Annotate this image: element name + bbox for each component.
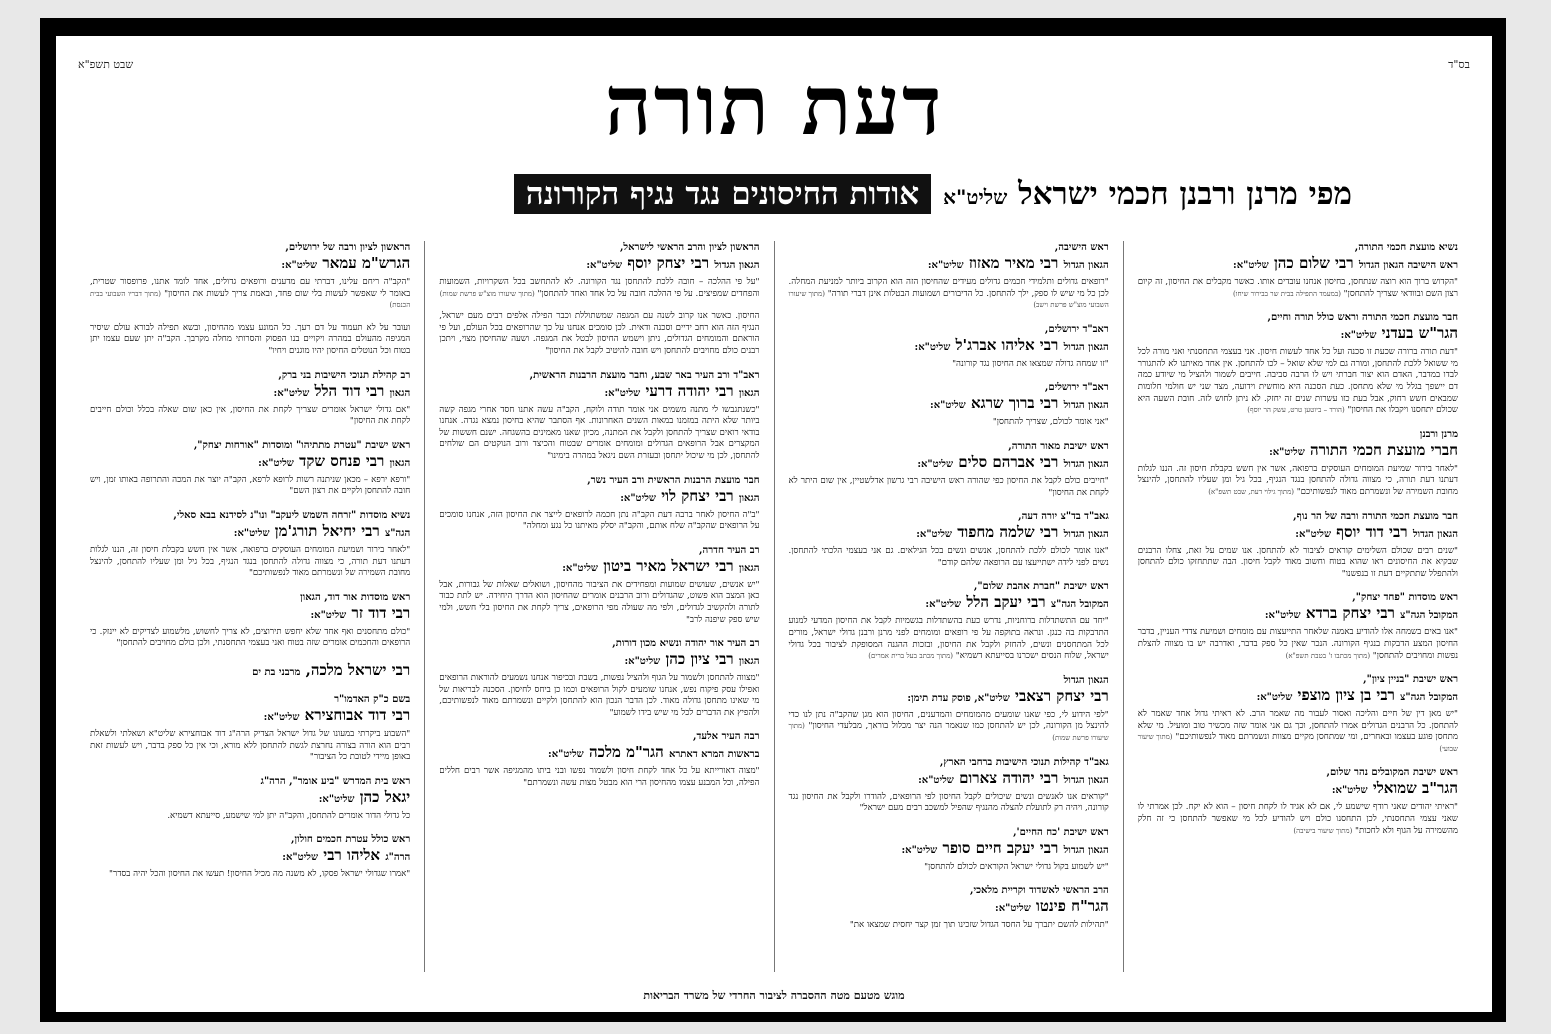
rabbi-name: רבי ישראל מאיר ביטון: [603, 556, 734, 575]
rabbi-suffix: שליט"א:: [918, 774, 954, 786]
statement-quote: [789, 546, 1109, 569]
rabbi-statement: [1138, 428, 1458, 499]
rabbi-statement: [789, 323, 1109, 371]
rabbi-statement: [789, 756, 1109, 815]
rabbi-suffix: שליט"א:: [1256, 692, 1293, 704]
rabbi-name: הגר"ש בעדני: [1381, 324, 1458, 343]
quote-text: "אנו באים בשמחה אלו להודיע באמנה שלאחר התייעצות עם מומחים ושמיעת צדדי העניין, בדבר החיסון המצע הדבקות בנגיף הקורונה. הנכר שאין כל ספק בדבר, ואדרבה יש בו מצווה להצלת נפשות ומחויבים להתחסן": [1137, 627, 1458, 661]
rabbi-statement: [90, 439, 410, 498]
rabbi-name: רבי פנחס שקד: [299, 451, 385, 470]
quote-text: "יש מאן דין של חיים והליכה ואסור לעבור מה שאמר הרב. לא ראיתי גדול אחד שאמר לא להתחסן. כל הרבנים הגדולים אמרו להתחסן, וכך גם אני אומר שזה מכשיר טוב ומועיל. מי שלא מתחסן פוגע בעצמו ובאחרים, ומי שמתחסן מקיים מצוות ונשמרתם מאוד לנפשותיכם": [1137, 709, 1459, 743]
quote-text: "רופאים גדולים ותלמידי חכמים גדולים מעידים שהחיסון הזה הוא הקרוב ביותר למניעת המחלה. לכן כל מי שיש לו ספק, ילך להתחסן. כל הדיבורים ושמועות הבטלות אינן דברי תורה": [788, 277, 1109, 299]
rabbi-statement: [1138, 673, 1458, 755]
rabbi-statement: [1138, 510, 1458, 581]
rabbi-title: ראש ישיבת מאור התורה,: [1008, 440, 1109, 452]
quote-text: "לפי הידוע לי, כפי שאנו שומעים מהמומחים והמדענים, החיסון הוא מגן שהקב"ה נתן לנו כדי להינצל מן הקורונה, לכן יש להתחסן כמו שנאמר הנה יצר מכלול בוראך, מבלעדי החיסון": [788, 709, 1109, 732]
rabbi-title: הרב הראשי לאשדוד וקריית מלאכי,: [970, 885, 1109, 897]
statement-quote: [90, 277, 410, 312]
quote-text: "לאחר בירור ושמיעת המומחים העוסקים ברפואה, אשר אין חשש בקבלת חיסון זה, הננו לגלות דעתנו דעת תורה, כי מצווה גדולה להתחסן בנגד הנגיף, בכל גיל ומן שעליו להתחסן, להינצל מחובת השמירה של ונשמרתם מאוד לנפשותיכם": [90, 544, 411, 579]
statement-quote: [789, 476, 1109, 499]
quote-text: "כשנתגבשו לי מתנה משמים אני אומר תודה ולוקח, הקב"ה עשה אתנו חסד אחרי מגפה קשה ביותר שלא היתה במזמנו במאות השנים האחרונות. אף הסתבר שהיא בחיסון נמצא נגדה. אנחנו בודאי רואים שצריך להתחסן ולקבל את המתנה, מכיון שאנו מאמינים בהשגחה. ישנם חששות של המקצרים אבל הרופאים הגדולים ומומחים אומרים שבטוח והכיצד ורוב הנוקטים הם שולחים להתחסן, לכן מי שיכול יתחסן ובעזרת השם ניגאל במהרה בימינו": [439, 404, 760, 461]
quote-text: "ב"ה החיסון לאחר ברבה דעת הקב"ה נתן חכמה לרופאים לייצר את החיסון הזה, אנחנו סומכים על הרופאים שהקב"ה שלח אותם, והקב"ה יסלק מאיתנו כל נגע ומחלה": [439, 509, 760, 532]
rabbi-statement: [439, 544, 759, 626]
quote-text: "קוראים אנו לאנשים ונשים שיכולים לקבל החיסון לפי הרופאים, להודרו ולקבל את החיסון נגד קורונה, ויהיה רק לתועלת להצלה מהנגיף שהפיל למשכב רבים מעם ישראל": [788, 791, 1109, 814]
statement-quote: [439, 673, 759, 719]
rabbi-suffix: שליט"א:: [916, 529, 952, 541]
rabbi-honorific: הרה"ג: [385, 852, 411, 864]
statement-quote: [1138, 464, 1458, 499]
rabbi-suffix: שליט"א:: [1340, 330, 1377, 342]
statement-quote: [439, 580, 759, 626]
quote-text: "הקב"ה ריחם עלינו, דברתי עם מדענים ורופאים גדולים, אחד לומד אתנו, פרופסור שטרית, באומר לי שאפשר לעשות בלי שום פחד, ובאמת צריך לעשות את החיסון": [90, 277, 411, 299]
rabbi-honorific: המקובל הגה"צ: [1050, 599, 1109, 611]
rabbi-honorific: המקובל הגה"צ: [1400, 692, 1458, 704]
rabbi-name-line: [90, 604, 410, 625]
rabbi-name-line: [1138, 254, 1458, 275]
quote-text: "הקדוש ברוך הוא רוצה שנתחסן, בחיסון אנחנו עובדים אותו. כאשר מקבלים את החיסון, זה קיום רצון השם ובוודאי שצריך להתחסן": [1137, 277, 1458, 299]
rabbi-title: מרנן ורבנן: [1419, 428, 1458, 440]
statement-quote: [789, 710, 1109, 745]
rabbi-name: רבי ברוך שרגא: [970, 394, 1059, 413]
rabbi-honorific: בראשות המרא דאתרא: [668, 749, 760, 761]
quote-text: "זו שמחה גדולה שמצאו את החיסון נגד קורונה": [952, 358, 1109, 369]
rabbi-suffix: שליט"א:: [282, 852, 319, 864]
rabbi-title: בשם כ"ק האדמו"ר: [334, 693, 411, 705]
quote-source: (מתוך גילוי דעת, שבט תשפ"א): [1208, 487, 1294, 496]
rabbi-name: רבי יצחק ברדא: [1305, 604, 1395, 623]
rabbi-name-line: [439, 382, 759, 403]
statement-quote: [1138, 802, 1458, 837]
rabbi-suffix: שליט"א:: [927, 260, 964, 271]
quote-text: "חייבים כולם לקבל את החיסון כפי שהורה ראש הישיבה רבי גרשון אדלשטיין, אין שום היתר לא לקחת את החיסון": [788, 475, 1109, 498]
rabbi-name-line: [789, 839, 1109, 860]
rabbi-name: אליהו רבי: [323, 846, 381, 865]
rabbi-name: רבי אליהו אברג'ל: [955, 335, 1059, 354]
rabbi-statement: [90, 323, 410, 358]
quote-text: "ורפא ירפא – מכאן שניתנה רשות לרופא לרפא, הקב"ה יוצר את המכה והתרופה באותו זמן, ויש חובה להתחסן ולקיים את רצון השם": [90, 474, 411, 497]
rabbi-honorific: המקובל הגה"צ: [1400, 610, 1458, 622]
rabbi-name-line: [90, 254, 410, 275]
statement-quote: [90, 811, 410, 823]
statement-quote: [439, 766, 759, 789]
quote-text: "יחד עם התשתדלות ברוחניות, נדרש כעת בהשתדלות בגשמיות לקבל את החיסון המדעי למנוע התדבקות בה כנגן. ונראה בתוקפה על פי רופאים ומומחים לפני מרנן ורבנן גדולי ישראל, מורים לכל המתחסנים ונשים, להחזק ולקבל את החיסון, ובזכות ההגנה המסופקת לציבור בכל גדולי ישראל, שלוח הנסים ישכרנו בסייעתא דשמיא": [788, 616, 1109, 662]
quote-text: "כולם מתחסנים ואף אחד שלא יחפש תירוצים, לא צריך לחשוש, מלשמוע לצדיקים לא יינזק. כי הרופאים והחכמים אומרים שזה בטוח ואני בעצמי התחסנתי, ולכן כולם מחויבים להתחסן": [90, 626, 411, 649]
quote-text: ועובר על לא תעמוד על דם רעך. כל המונע עצמו מהחיסון, ובשא תפילה לבורא עולם שיסיר המגיפה מהעולם במהרה ויקויים בנו הפסוק והסרותי מחלה מקרבך. הקב"ה יתן שעם עצמו יתן בטוח וכל הנוטלים החיסון יהיו מוגנים ויחיו": [90, 322, 411, 356]
rabbi-name: רבי יחיאל תורג'מן: [274, 521, 380, 540]
rabbi-honorific: הגאון: [389, 387, 411, 399]
rabbi-name: רבי אברהם סלים: [958, 452, 1059, 471]
rabbi-suffix: שליט"א:: [263, 711, 300, 723]
rabbi-name-line: [90, 522, 410, 543]
rabbi-name-line: [789, 254, 1109, 275]
rabbi-name-line: [1138, 686, 1458, 707]
quote-text: "ראיתי יהודים שאני רודף שישמע לי, אם לא אגיד לו לקחת חיסון – הוא לא יקח. לכן אמרתי לו שאני עצמי התחסנתי, לכן התחסנו כולם ויש להודיע לכל מי שאפשר להתחסן כי זה חלק מהשמירה על הגוף ולא לחכות": [1137, 802, 1458, 836]
quote-source: (מתוך שיעורו פרשת שמות): [788, 722, 1109, 742]
statement-quote: [1138, 347, 1458, 417]
rabbi-name-line: [439, 650, 759, 671]
quote-text: "אמרו שגדולי ישראל פסקו, לא משנה מה מכיל החיסון! תעשו את החיסון והכל יהיה בסדר": [109, 869, 411, 880]
rabbi-statement: [1138, 766, 1458, 837]
rabbi-statement: [789, 580, 1109, 662]
rabbi-name: רבי יצחק רצאבי: [1015, 686, 1109, 705]
rabbi-suffix: שליט"א:: [273, 387, 310, 399]
quote-source: (מתוך שיעורו השבועי מוצ"ש פרשת וישב): [788, 289, 1109, 310]
rabbi-suffix: שליט"א:: [310, 609, 347, 621]
rabbi-title: רב העיר חדרה,: [698, 544, 760, 556]
rabbi-name: הגר"מ מלכה: [588, 743, 664, 762]
rabbi-name-line: [90, 452, 410, 473]
quote-text: "השבוע ביקרתי במעונו של גדול ישראל הצדיק הרה"ג דוד אבוחצירא שליט"א ושאלתי ולשאלת רבים הוא הורה בצורה נחרצת לגשת להתחסן ללא מורא, וכי אין כל ספק בדבר, ויש לעשות זאת באופן מיידי לטובת כל הציבור": [90, 728, 411, 763]
rabbi-honorific: הגה"צ: [384, 527, 411, 539]
statement-quote: [90, 545, 410, 580]
rabbi-title: נשיא מוסדות "זרחה השמש ליעקב" ונו"נ לסידנא בבא סאלי,: [173, 509, 411, 521]
rabbi-title: גאב"ד בד"צ יורה דעה,: [1018, 511, 1109, 523]
rabbi-name: רבי ציון כהן: [665, 650, 734, 669]
rabbi-honorific: ראש הישיבה הגאון הגדול: [1358, 260, 1458, 271]
statement-quote: [90, 323, 410, 358]
rabbi-name-line: [789, 523, 1109, 544]
rabbi-title: ראש כולל עטרת חכמים חולון,: [291, 834, 411, 846]
rabbi-statement: [90, 693, 410, 764]
quote-source: (מתוך דבריו השבועי בבית הכנסת): [90, 289, 411, 310]
rabbi-name: רבי בן ציון מוצפי: [1297, 686, 1395, 705]
columns-container: [76, 241, 1472, 972]
rabbi-suffix: שליט"א:: [930, 400, 966, 412]
statement-quote: [439, 311, 759, 357]
statement-quote: [789, 920, 1109, 932]
rabbi-title: הראשון לציון ורבה של ירושלים,: [285, 242, 411, 253]
rabbi-suffix: שליט"א:: [562, 562, 598, 574]
rabbi-name-line: [90, 661, 410, 682]
rabbi-title: גאב"ד קהילות תנוכי הישיבות ברחבי הארץ,: [939, 756, 1109, 768]
statement-quote: [439, 510, 759, 533]
statement-quote: [789, 792, 1109, 815]
rabbi-title: הגאון הגדול: [1063, 674, 1109, 686]
rabbi-suffix: שליט"א:: [917, 458, 954, 470]
rabbi-suffix: שליט"א:: [914, 341, 951, 353]
rabbi-title: חבר מועצת חכמי התורה ורבה של הר נוף,: [1293, 510, 1458, 522]
rabbi-name-line: [90, 706, 410, 727]
rabbi-title: ראש מוסדות אור דוד, הגאון: [300, 591, 411, 603]
rabbi-suffix: שליט"א:: [1331, 785, 1368, 797]
rabbi-name: הגר"ב שמואלי: [1372, 779, 1458, 798]
quote-text: "על פי ההלכה – חובה ללכת להתחסן נגד הקורונה. לא להתחשב בכל השקרויות, השמועות והפחדים שמפיצים. על פי ההלכה חובה על כל אחד ואחד להתחסן": [439, 277, 760, 299]
rabbi-statement: [789, 826, 1109, 874]
rabbi-name-line: [789, 769, 1109, 790]
rabbi-name-line: [789, 453, 1109, 474]
rabbi-name: רבי שלמה מחפוד: [957, 523, 1059, 542]
rabbi-title: ראש מוסדות "פחד יצחק",: [1352, 592, 1458, 604]
rabbi-statement: [789, 510, 1109, 569]
rabbi-name: חברי מועצת חכמי התורה: [1310, 440, 1458, 459]
statement-quote: [90, 475, 410, 498]
rabbi-name: הגר"ח פינטו: [1036, 897, 1109, 916]
rabbi-suffix: שליט"א:: [281, 260, 318, 271]
rabbi-name: רבי יצחק לוי: [661, 486, 734, 505]
quote-text: "דעת תורה ברורה שכעת זו סכנה ועל כל אחד לעשות חיסון. אני בעצמי התחסנתי ואני מורה לכל מי ששואל ללכת להתחסן, ומורה גם למי שלא שואל – לכו להתחסן. אין אחד מאיתנו לא להתגורר לבדו במדבר, האדם הוא יצור חברתי ויש לו הרבה סביבה. חייבים לשמור ולהציל מי שיודע כמה דם יישפך בגלל מי שלא מתחסן. כעת הסכנה היא מוחשית וידועה, מצד שני יש חולמי חלומות שמבאים חשש רחוק, אבל בעת כזו עשרות שנים זה יחזק. לא ניתן לחוש לזה. חובת השעה היא שכולם יתחסנו ויקבלו את החיסון": [1137, 347, 1458, 416]
statement-quote: [789, 616, 1109, 662]
rabbi-suffix: שליט"א:: [925, 599, 962, 611]
rabbi-statement: [439, 637, 759, 719]
rabbi-suffix: שליט"א:: [1269, 446, 1305, 458]
rabbi-name-line: [90, 382, 410, 403]
rabbi-name: רבי דוד יוסף: [1336, 522, 1408, 541]
rabbi-name-line: [1138, 779, 1458, 800]
statement-quote: [439, 405, 759, 463]
quote-text: "שנים רבים שכולם השלימים קוראים לציבור לא להתחסן. אנו שמים על זאת, צחלו הרבנים שבקיא את החיסונים ראו שהוא בטוח וחשוב מאוד לקבל חיסון. הבה שתתחזקו כולם להתחסן ולהתפלל שתתקיים דעת זו בנפשנו": [1137, 545, 1458, 579]
rabbi-suffix: שליט"א:: [1233, 260, 1269, 271]
quote-source: (במעמד התפילה בבית שר בבירור שיחו): [1233, 289, 1341, 298]
rabbi-honorific: הגאון: [738, 492, 760, 504]
newspaper-page: [56, 36, 1492, 1012]
rabbi-title: חבר מועצת הרבנות הראשית ורב העיר נשר,: [587, 474, 760, 486]
quote-text: "אם גדולי ישראל אומרים שצריך לקחת את החיסון, אין כאן שום שאלה בכלל וכולם חייבים לקחת את החיסון": [90, 404, 411, 427]
rabbi-name-line: [1138, 441, 1458, 462]
rabbi-name-line: [439, 487, 759, 508]
quote-text: "אני אומר לכולם, שצריך להתחסן": [992, 417, 1109, 428]
rabbi-honorific: הגאון הגדול: [1063, 774, 1109, 786]
rabbi-suffix: שליט"א:: [995, 903, 1031, 915]
footer-credit: מוגש מטעם מטה ההסברה לציבור החרדי של משרד הבריאות: [643, 989, 905, 1002]
rabbi-title: נשיא מועצת חכמי התורה,: [1354, 242, 1458, 253]
quote-text: כל גדולי הדור אומרים להתחסן, והקב"ה יתן למי שישמע, סייעתא דשמיא.: [167, 810, 411, 821]
rabbi-name-line: [90, 788, 410, 809]
article-column: [774, 241, 1123, 972]
rabbi-statement: [439, 730, 759, 789]
rabbi-statement: [90, 661, 410, 682]
rabbi-suffix: שליט"א:: [548, 749, 584, 761]
rabbi-statement: [1138, 311, 1458, 417]
rabbi-honorific: הגאון הגדול: [1063, 260, 1109, 271]
quote-source: (מתוך שיעור שבועי): [1137, 733, 1458, 753]
rabbi-statement: [439, 311, 759, 357]
rabbi-statement: [90, 369, 410, 428]
rabbi-statement: [90, 509, 410, 580]
rabbi-suffix: מרבני בת ים: [252, 666, 301, 678]
subtitle-suffix: שליט"א: [943, 185, 1008, 209]
rabbi-suffix: שליט"א:: [620, 492, 656, 504]
rabbi-name-line: [789, 897, 1109, 918]
rabbi-suffix: שליט"א:: [1264, 610, 1301, 622]
statement-quote: [1138, 277, 1458, 300]
statement-quote: [789, 277, 1109, 312]
rabbi-suffix: שליט"א, פוסק עדת תימן:: [907, 692, 1010, 704]
rabbi-statement: [439, 474, 759, 533]
rabbi-name-line: [789, 593, 1109, 614]
rabbi-title: ראש הישיבה,: [1054, 242, 1109, 253]
rabbi-name: יגאל כהן: [359, 787, 411, 806]
article-column: [1123, 241, 1472, 972]
quote-source: (מתוך מכתבו ז' בטבת תשפ"א): [1285, 651, 1371, 660]
statement-quote: [1138, 709, 1458, 755]
rabbi-honorific: הגאון: [738, 387, 760, 399]
statement-quote: [90, 729, 410, 764]
article-column: [76, 241, 424, 972]
rabbi-statement: [1138, 241, 1458, 300]
page-title: דעת תורה: [604, 58, 944, 154]
rabbi-honorific: הגאון הגדול: [714, 260, 760, 271]
rabbi-statement: [789, 440, 1109, 499]
rabbi-title: ראש ישיבת 'כח החיים',: [1013, 826, 1109, 838]
rabbi-name-line: [789, 336, 1109, 357]
subtitle-main: מפי מרנן ורבנן חכמי ישראל: [1018, 176, 1352, 212]
statement-quote: [90, 627, 410, 650]
rabbi-name: רבי יהודה צארום: [959, 768, 1059, 787]
rabbi-title: ראש ישיבת "עטרת מתתיהו" ומוסדות "אורחות יצחק",: [193, 439, 411, 451]
statement-quote: [90, 869, 410, 881]
article-column: [424, 241, 773, 972]
rabbi-statement: [90, 833, 410, 881]
statement-quote: [1138, 546, 1458, 581]
statement-quote: [90, 405, 410, 428]
rabbi-name-line: [1138, 523, 1458, 544]
rabbi-name-line: [789, 394, 1109, 415]
subtitle-banner: אודות החיסונים נגד נגיף הקורונה: [514, 174, 931, 214]
rabbi-name: רבי שלום כהן: [1273, 254, 1354, 272]
quote-text: "יש אנשים, שעושים שמועות ומפחידים את הציבור מהחיסון, ושואלים שאלות של גבורות, אבל כאן המצב הוא פשוט, שהגדולים ורוב הרבנים אומרים שהחיסון הוא הדרך היחידה. יש לתת כבוד לתורה ולהקשיב לגדולים, ולפי מה שעולה מפי הרופאים, צריך לקחת את החיסון בלי חשש, ולמי שיש ספק שיפנה לרב": [439, 579, 760, 625]
statement-quote: [789, 862, 1109, 874]
statement-quote: [789, 417, 1109, 429]
subtitle-row: [236, 172, 1352, 216]
statement-quote: [789, 359, 1109, 371]
rabbi-statement: [90, 591, 410, 650]
rabbi-name: רבי דוד זר: [351, 603, 411, 622]
rabbi-name-line: [439, 557, 759, 578]
rabbi-statement: [789, 241, 1109, 312]
rabbi-name-line: [1138, 324, 1458, 345]
rabbi-name: רבי יעקב חיים סופר: [942, 838, 1059, 857]
rabbi-statement: [90, 241, 410, 312]
rabbi-suffix: שליט"א:: [624, 656, 661, 668]
rabbi-honorific: הגאון הגדול: [1063, 458, 1109, 470]
rabbi-honorific: הגאון הגדול: [1063, 341, 1109, 353]
rabbi-suffix: שליט"א:: [233, 527, 270, 539]
statement-quote: [1138, 627, 1458, 662]
rabbi-suffix: שליט"א:: [901, 844, 938, 856]
rabbi-suffix: שליט"א:: [258, 457, 294, 469]
quote-text: "יש לשמוע בקול גדולי ישראל הקוראים לכולם להתחסן": [924, 861, 1109, 872]
quote-text: "מצוה דאורייתא על כל אחד לקחת חיסון ולשמור נפשו ובני ביתו מהמגיפה אשר רבים חללים הפילה, וכל המבנע עצמו מהחיסון הרי הוא מבטל מצות עשה ונשמרתם": [439, 766, 760, 789]
rabbi-title: הראשון לציון והרב הראשי לישראל,: [619, 242, 760, 253]
rabbi-name-line: [439, 254, 759, 275]
rabbi-title: רב העיר אור יהודה ונשיא מכון דורות,: [612, 638, 760, 650]
rabbi-suffix: שליט"א:: [586, 260, 623, 271]
rabbi-title: ראש ישיבת "בניין ציון",: [1363, 674, 1458, 686]
quote-text: "מצווה להתחסן ולשמור על הגוף ולהציל נפשות, בשבת ובכיפור אנחנו נשמעים להוראות הרופאים ואפילו עסק פיקוח נפש, אנחנו שומעים לקול הרופאים וכמו כן ביחס לחיסון. הסכנה לבריאות של מי שאינו מתחסן גדולה מאוד. לכן הדבר הנכון הוא להתחסן ולקיים ונשמרתם מאוד לנפשותיכם, ולהפיץ את הדברים לכל מי שיש בידו לשמוע": [439, 673, 760, 718]
rabbi-honorific: הגאון: [738, 562, 760, 574]
quote-text: "לאחר בירור שמיעת המומחים העוסקים ברפואה, אשר אין חשש בקבלת חיסון זה. הננו לגלות דעתנו דעת תורה, כי מצווה גדולה להתחסן בנגד הנגיף, בכל גיל ומן שעליו להתחסן, להינצל מחובת השמירה של ונשמרתם מאוד לנפשותיכם": [1137, 463, 1458, 497]
quote-source: (מתוך שיעור בישיבה): [1293, 826, 1353, 835]
subtitle-text: [943, 176, 1352, 212]
rabbi-name: רבי דוד אבוחצירא: [304, 705, 411, 724]
rabbi-title: ראש בית המדרש "ביע אומר", הרה"ג: [260, 775, 411, 787]
header-corner-right: בס"ד: [1448, 58, 1470, 71]
rabbi-statement: [439, 241, 759, 300]
rabbi-name: רבי דוד הלל: [314, 381, 385, 400]
rabbi-honorific: הגאון הגדול: [1412, 528, 1458, 540]
rabbi-statement: [439, 369, 759, 463]
rabbi-title: ראב"ד ורב העיר באר שבע, וחבר מועצת הרבנות הראשית,: [529, 369, 760, 381]
header-corner-left: שבט תשפ"א: [78, 58, 134, 71]
quote-text: "תהילות להשם יתברך על החסד הגדול שזכינו תוך זמן קצר יחסית שמצאו את": [849, 920, 1109, 931]
rabbi-name-line: [90, 846, 410, 867]
rabbi-honorific: הגאון הגדול: [1063, 844, 1109, 856]
rabbi-statement: [1138, 591, 1458, 662]
rabbi-honorific: הגאון: [738, 656, 760, 668]
rabbi-honorific: הגאון: [389, 457, 411, 469]
rabbi-suffix: שליט"א:: [604, 387, 641, 399]
rabbi-honorific: הגאון הגדול: [1063, 529, 1109, 541]
statement-quote: [439, 277, 759, 300]
rabbi-title: רבה העיר אלעד,: [693, 731, 760, 743]
rabbi-statement: [789, 884, 1109, 932]
rabbi-name: רבי יצחק יוסף: [627, 254, 710, 272]
rabbi-name-line: [439, 743, 759, 764]
quote-text: החיסון. כאשר אנו קרוב לשנה עם המגפה שמשתוללת וכבר הפילה אלפים רבים מעם ישראל, הנגיף הזה הוא רחב ידיים וסכנה ודאית. לכן סומכים אנחנו על כך שהרופאים בכל העולם, ועל פי הוראתם והמומחים הגדולים, ניתן וישמש החיסון לבטל את המגפה. ושעה שהחיסון מצוי, ויתכן רבנים כולם מחויבים להתחסן ויש חובה להיטיב לקבל את החיסון": [439, 311, 760, 356]
rabbi-title: ראש ישיבת "חברת אהבת שלום",: [973, 581, 1109, 593]
rabbi-title: ראב"ד ירושלים,: [1044, 323, 1109, 335]
rabbi-title: רב קהילת תנוכי הישיבות בני ברק,: [278, 369, 411, 381]
rabbi-title: ראב"ד ירושלים,: [1044, 382, 1109, 394]
rabbi-suffix: שליט"א:: [1295, 528, 1332, 540]
rabbi-name: רבי יעקב הלל: [966, 593, 1046, 612]
rabbi-suffix: שליט"א:: [318, 793, 355, 805]
quote-source: (הורד – ביוטען טרט, עשק הר יוסף): [1247, 406, 1345, 415]
rabbi-honorific: הגאון הגדול: [1063, 400, 1109, 412]
rabbi-statement: [90, 775, 410, 823]
rabbi-title: חבר מועצת חכמי התורה וראש כולל תורה וחיים,: [1267, 312, 1458, 324]
quote-text: "אנו אומר לכולם ללכת להתחסן, אנשים ונשים בכל הגילאים. גם אני בעצמי הלכתי להתחסן. נשים לפני לידה ישתייעצו עם הרופאה שלהם קודם": [788, 546, 1109, 568]
rabbi-name-line: [1138, 604, 1458, 625]
rabbi-name: הגרש"מ עמאר: [322, 254, 411, 272]
rabbi-name: רבי מאיר מאזוז: [968, 254, 1059, 272]
rabbi-title: ראש ישיבת המקובלים נהר שלום,: [1326, 767, 1458, 779]
rabbi-name: רבי יהודה דרעי: [645, 381, 734, 400]
rabbi-statement: [789, 674, 1109, 745]
quote-source: (מתוך מכתב בעל ברית אמרים): [868, 652, 954, 661]
rabbi-name-line: [789, 687, 1109, 708]
rabbi-statement: [789, 381, 1109, 429]
rabbi-name: רבי ישראל מלכה,: [305, 660, 411, 679]
quote-source: (מתוך שיעורו מוצ"ש פרשת שמות): [439, 289, 535, 298]
